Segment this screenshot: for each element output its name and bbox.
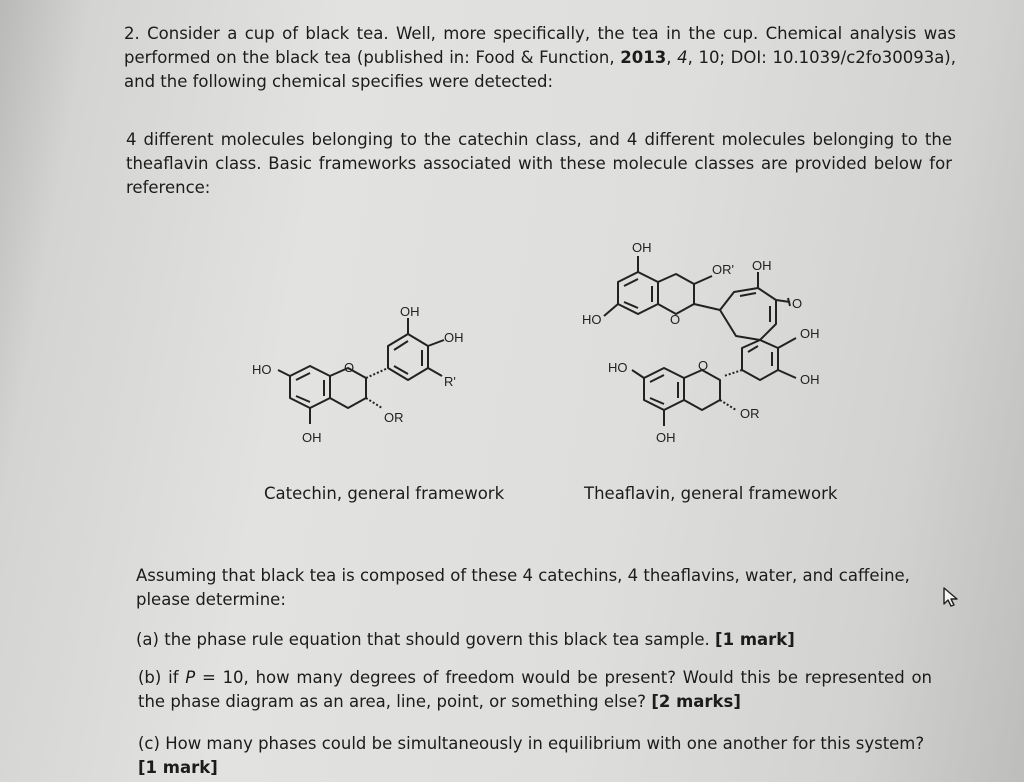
intro-text-c: , 10; DOI: 10.1039/c2fo30093a), and the following chemical specifies were detected: xyxy=(124,48,956,91)
theaflavin-oh-r1: OH xyxy=(800,326,820,341)
theaflavin-oh-top2: OH xyxy=(752,258,772,273)
theaflavin-or: OR xyxy=(740,406,760,421)
catechin-ho: HO xyxy=(252,362,272,377)
part-b-text-2: = 10, how many degrees of freedom would be present? Would this be represented on the phase diagram as an area, line, point, or something else? xyxy=(138,668,932,711)
classes-paragraph: 4 different molecules belonging to the catechin class, and 4 different molecules belonging to the theaflavin class. Basic frameworks associated with these molecule classes are provided below for reference: xyxy=(126,130,952,197)
theaflavin-o-lower: O xyxy=(698,358,709,373)
catechin-ring-o: O xyxy=(344,360,355,375)
part-a-marks: [1 mark] xyxy=(715,630,795,649)
part-b-variable: P xyxy=(185,668,196,687)
catechin-oh-right: OH xyxy=(444,330,464,345)
part-c-text: (c) How many phases could be simultaneously in equilibrium with one another for this system? xyxy=(138,734,925,753)
part-b xyxy=(138,666,932,714)
catechin-oh-bottom: OH xyxy=(302,430,322,445)
part-c-marks: [1 mark] xyxy=(138,758,218,777)
theaflavin-ho-lower: HO xyxy=(608,360,628,375)
theaflavin-caption: Theaflavin, general framework xyxy=(584,484,838,503)
catechin-caption: Catechin, general framework xyxy=(264,484,505,503)
theaflavin-oh-top: OH xyxy=(632,240,652,255)
intro-text-b: , xyxy=(666,48,678,67)
catechin-r-prime: R' xyxy=(444,374,456,389)
catechin-or: OR xyxy=(384,410,404,425)
intro-text-a: 2. Consider a cup of black tea. Well, more specifically, the tea in the cup. Chemical analysis was performed on the black tea (published in: Food & Function, xyxy=(124,24,956,67)
catechin-structure xyxy=(240,296,490,456)
part-b-text-1: (b) if xyxy=(138,668,186,687)
question-intro xyxy=(124,22,956,94)
part-a-text: (a) the phase rule equation that should govern this black tea sample. xyxy=(136,630,716,649)
theaflavin-oh-bottom: OH xyxy=(656,430,676,445)
part-b-marks: [2 marks] xyxy=(651,692,741,711)
theaflavin-keto-o: O xyxy=(792,296,803,311)
theaflavin-or-prime: OR' xyxy=(712,262,734,277)
theaflavin-structure xyxy=(574,236,844,456)
intro-year: 2013 xyxy=(620,48,667,67)
mouse-pointer-icon xyxy=(942,586,960,608)
theaflavin-o-upper: O xyxy=(670,312,681,327)
part-c xyxy=(138,732,932,780)
theaflavin-ho-upper: HO xyxy=(582,312,602,327)
theaflavin-oh-r2: OH xyxy=(800,372,820,387)
catechin-oh-top: OH xyxy=(400,304,420,319)
assumption-paragraph: Assuming that black tea is composed of these 4 catechins, 4 theaflavins, water, and caffeine, please determine: xyxy=(136,566,910,609)
intro-volume: 4 xyxy=(677,48,688,67)
part-a xyxy=(136,628,936,652)
